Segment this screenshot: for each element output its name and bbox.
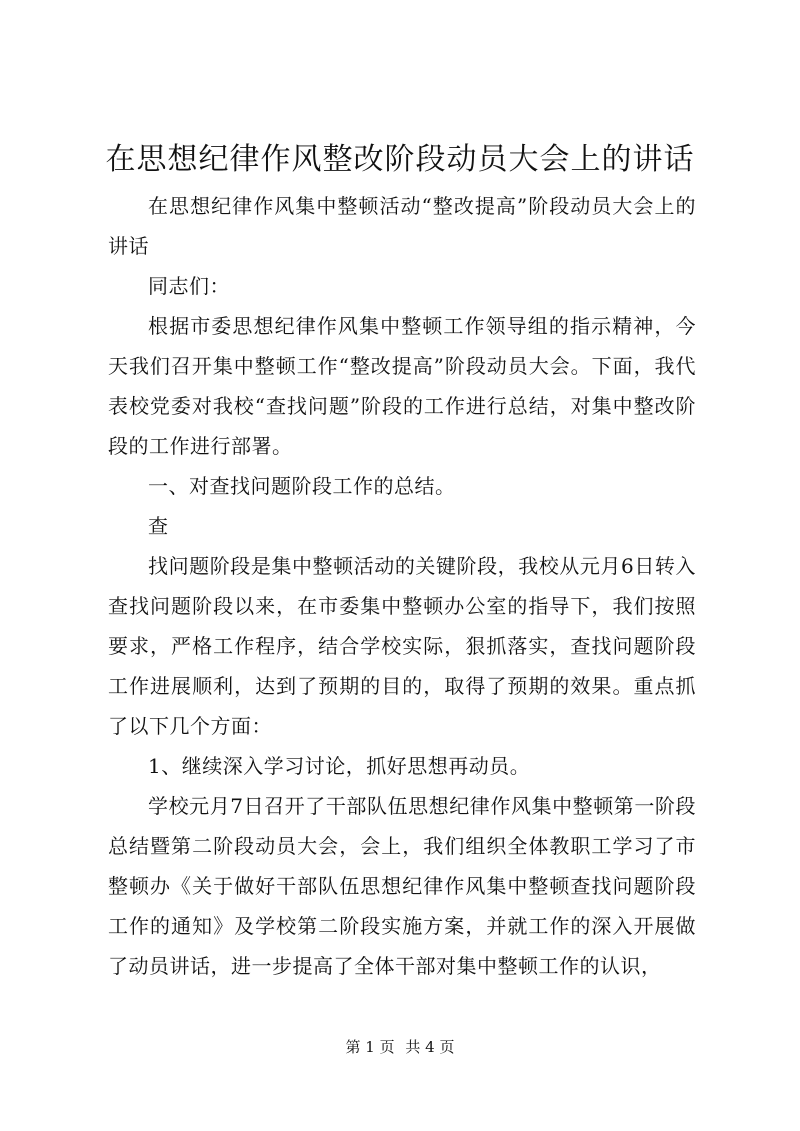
paragraph-meeting: 学校元月7日召开了干部队伍思想纪律作风集中整顿第一阶段总结暨第二阶段动员大会，会上，我们组织全体教职工学习了市整顿办《关于做好干部队伍思想纪律作风集中整顿查找问题阶段工作的通知》及学校第二阶段实施方案，并就工作的深入开展做了动员讲话，进一步提高了全体干部对集中整顿工作的认识， [108, 794, 696, 978]
paragraph-fragment: 查 [148, 514, 169, 538]
document-body [108, 186, 696, 986]
document-title: 在思想纪律作风整改阶段动员大会上的讲话 [105, 142, 695, 177]
page-number: 第 1 页 [345, 1038, 395, 1056]
paragraph-subtitle: 在思想纪律作风集中整顿活动“整改提高”阶段动员大会上的讲话 [108, 194, 696, 258]
paragraph-summary: 找问题阶段是集中整顿活动的关键阶段，我校从元月6日转入查找问题阶段以来，在市委集中整顿办公室的指导下，我们按照要求，严格工作程序，结合学校实际，狠抓落实，查找问题阶段工作进展顺利，达到了预期的目的，取得了预期的效果。重点抓了以下几个方面： [108, 554, 696, 738]
page-footer [0, 1036, 800, 1058]
paragraph-salutation: 同志们： [148, 274, 230, 298]
paragraph-intro: 根据市委思想纪律作风集中整顿工作领导组的指示精神，今天我们召开集中整顿工作“整改提高”阶段动员大会。下面，我代表校党委对我校“查找问题”阶段的工作进行总结，对集中整改阶段的工作进行部署。 [108, 314, 696, 458]
section-heading-1: 一、对查找问题阶段工作的总结。 [148, 474, 456, 498]
subsection-heading-1: 1、继续深入学习讨论，抓好思想再动员。 [148, 754, 531, 778]
page-total: 共 4 页 [405, 1038, 455, 1056]
